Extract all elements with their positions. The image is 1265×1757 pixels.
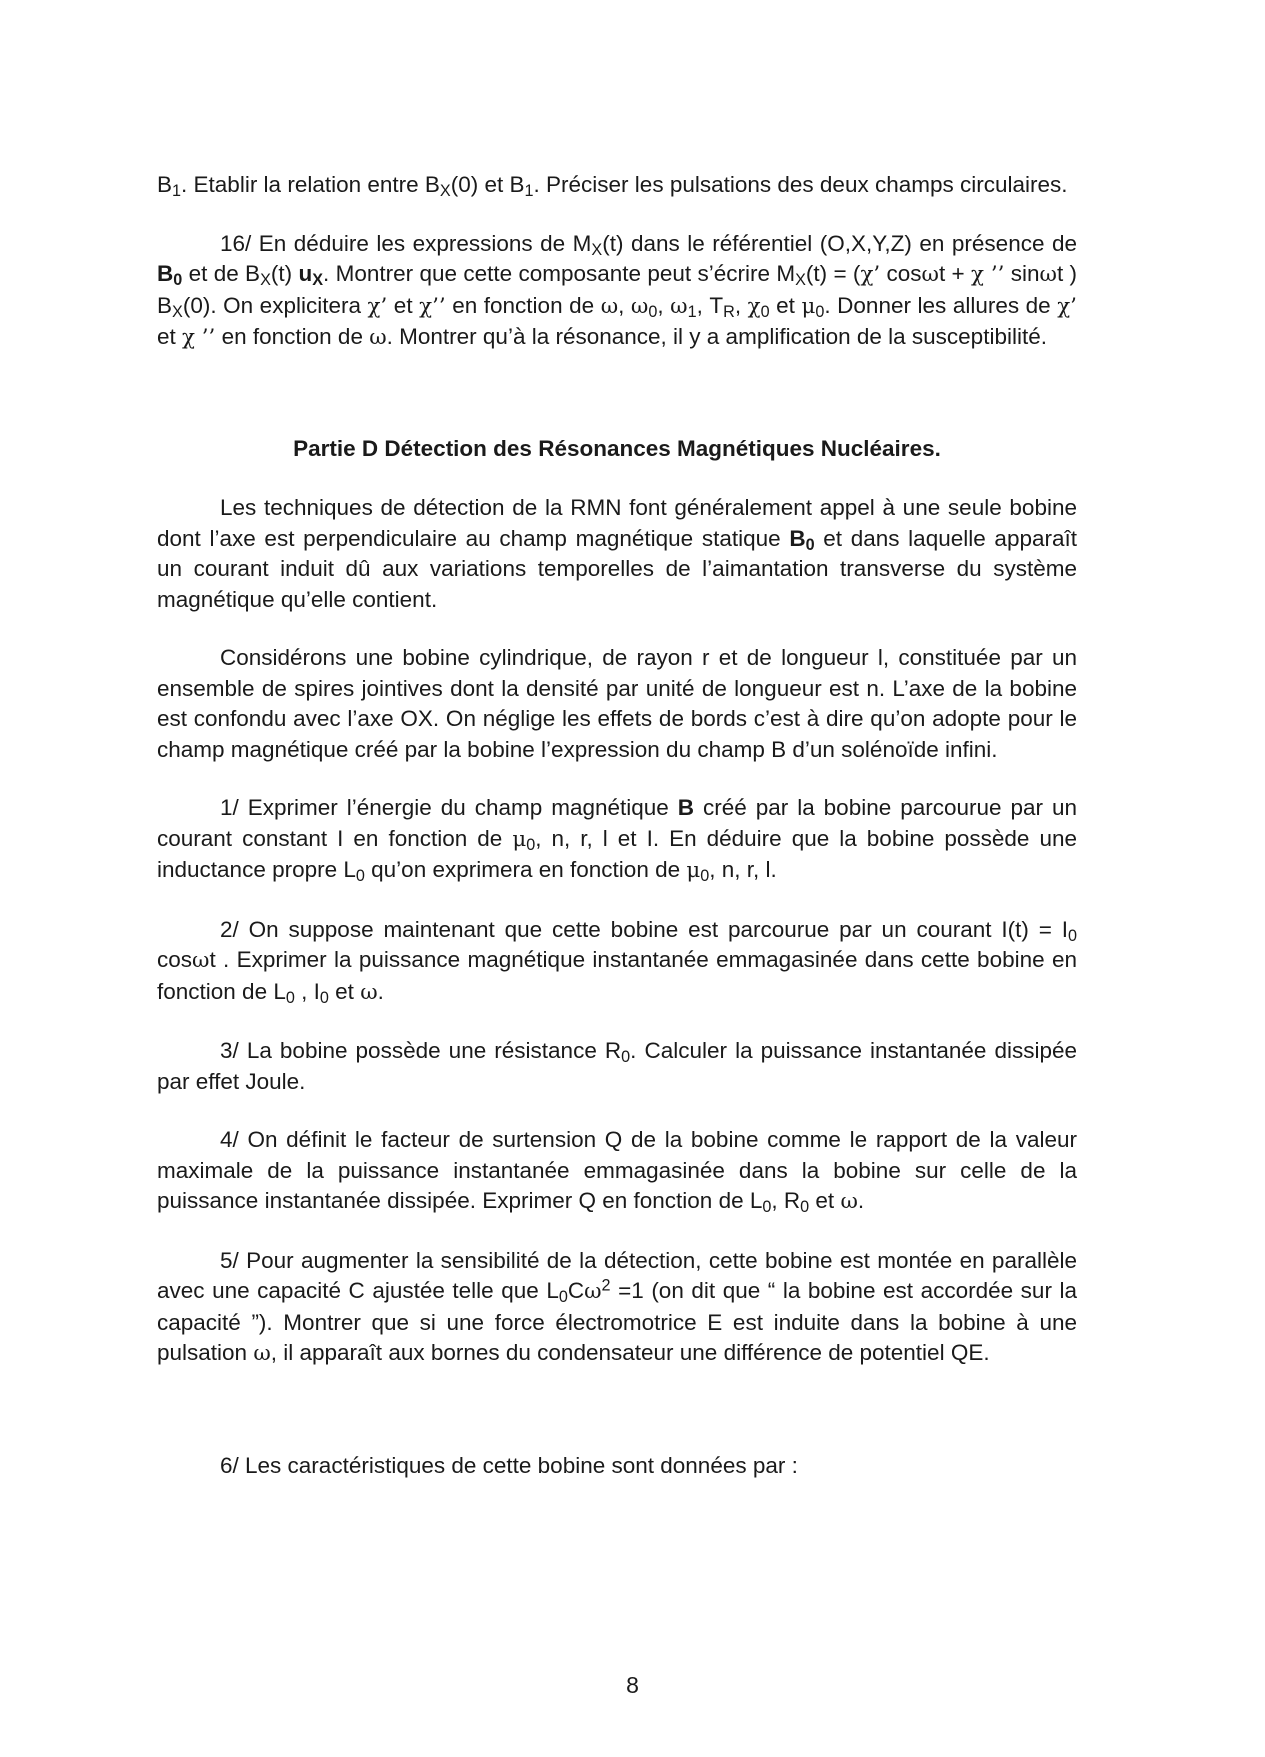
greek-symbol: μ bbox=[801, 293, 816, 319]
greek-symbol: χ’’ bbox=[419, 293, 446, 319]
text-run: . Montrer qu’à la résonance, il y a amplification de la susceptibilité. bbox=[386, 324, 1047, 349]
text-run: 16/ En déduire les expressions de M bbox=[220, 230, 592, 256]
text-run: C bbox=[567, 1278, 585, 1303]
greek-symbol: ω bbox=[630, 293, 649, 319]
subscript: 0 bbox=[805, 535, 815, 554]
intro-paragraph-2 bbox=[157, 643, 1077, 765]
intro-paragraph-1 bbox=[157, 493, 1077, 615]
greek-symbol: χ bbox=[747, 293, 761, 319]
text-run: 5/ Pour augmenter la sensibilité de la détection, cette bobine est montée en parallèle avec une capacité C ajustée telle que L bbox=[157, 1247, 1077, 1303]
bold-symbol: u bbox=[298, 261, 313, 286]
question-16 bbox=[157, 229, 1077, 354]
page-body bbox=[157, 170, 1077, 1481]
bold-symbol: B bbox=[157, 261, 174, 286]
greek-symbol: μ bbox=[512, 826, 527, 852]
text-run: créé par la bobine parcourue par un courant constant I en fonction de bbox=[157, 795, 1077, 851]
subscript: X bbox=[591, 240, 603, 259]
question-3 bbox=[157, 1036, 1077, 1097]
text-run: et dans laquelle apparaît un courant induit dû aux variations temporelles de l’aimantation transverse du système magnétique qu’elle contient. bbox=[157, 525, 1077, 612]
text-run: . Calculer la puissance instantanée dissipée par effet Joule. bbox=[157, 1038, 1077, 1094]
greek-symbol: ω bbox=[670, 293, 688, 319]
superscript: 2 bbox=[601, 1276, 611, 1295]
text-run: (t) bbox=[270, 261, 299, 286]
subscript: X bbox=[439, 182, 451, 201]
subscript: 0 bbox=[762, 1198, 772, 1217]
question-6 bbox=[157, 1451, 1077, 1482]
text-run: t . Exprimer la puissance magnétique instantanée emmagasinée dans cette bobine en fonction de L bbox=[157, 947, 1077, 1004]
subscript: 0 bbox=[700, 867, 710, 886]
greek-symbol: ω bbox=[360, 979, 378, 1005]
subscript: 1 bbox=[172, 182, 182, 201]
question-5 bbox=[157, 1246, 1077, 1370]
section-heading: Partie D Détection des Résonances Magnétiques Nucléaires. bbox=[293, 435, 941, 461]
text-run: , bbox=[734, 292, 748, 318]
text-run: . bbox=[857, 1188, 865, 1213]
text-run: et bbox=[387, 292, 420, 318]
question-2 bbox=[157, 915, 1077, 1009]
question-1 bbox=[157, 793, 1077, 887]
subscript: X bbox=[260, 271, 271, 290]
text-run: . Préciser les pulsations des deux champs circulaires. bbox=[533, 172, 1068, 197]
subscript: 0 bbox=[800, 1198, 810, 1217]
text-run: (0). On explicitera bbox=[182, 292, 368, 318]
greek-symbol: ω bbox=[1039, 262, 1057, 287]
text-run: en fonction de bbox=[215, 324, 370, 349]
text-run: et bbox=[769, 292, 802, 318]
greek-symbol: χ’ bbox=[1057, 293, 1077, 319]
text-run: , n, r, l et I. En déduire que la bobine possède une inductance propre L bbox=[157, 825, 1077, 882]
text-run: (0) et B bbox=[450, 172, 525, 197]
question-4 bbox=[157, 1125, 1077, 1218]
greek-symbol: χ’ bbox=[367, 293, 388, 319]
text-run: 1/ Exprimer l’énergie du champ magnétique bbox=[220, 795, 678, 820]
text-run: Considérons une bobine cylindrique, de rayon r et de longueur l, constituée par un ensemble de spires jointives dont la densité par unité de longueur est n. L’axe de la bobine est confondu avec l’axe OX. On néglige les effets de bords c’est à dire qu’on adopte pour le champ magnétique créé par la bobine l’expression du champ B d’un solénoïde infini. bbox=[157, 645, 1077, 762]
text-run: . bbox=[377, 978, 384, 1004]
text-run: et de B bbox=[182, 261, 261, 286]
subscript: 0 bbox=[648, 302, 658, 321]
subscript: 1 bbox=[524, 182, 534, 201]
bold-symbol: B bbox=[677, 795, 695, 820]
page-number: 8 bbox=[626, 1672, 639, 1698]
text-run: , n, r, l. bbox=[709, 857, 777, 882]
subscript: X bbox=[795, 271, 806, 290]
greek-symbol: ω bbox=[921, 262, 939, 287]
text-run: , T bbox=[696, 292, 724, 318]
text-run: 4/ On définit le facteur de surtension Q de la bobine comme le rapport de la valeur maximale de la puissance instantanée emmagasinée dans la bobine sur celle de la puissance instantanée dissipée. Exprimer Q en fonction de L bbox=[157, 1127, 1077, 1213]
text-run: sin bbox=[1004, 261, 1040, 286]
subscript: R bbox=[723, 302, 735, 321]
text-run: B bbox=[157, 172, 173, 197]
greek-symbol: ω bbox=[840, 1189, 858, 1214]
text-run: Les techniques de détection de la RMN font généralement appel à une seule bobine dont l’axe est perpendiculaire au champ magnétique statique bbox=[157, 495, 1077, 551]
text-run: , R bbox=[771, 1188, 801, 1213]
greek-symbol: χ’ bbox=[860, 262, 881, 287]
subscript: 0 bbox=[1067, 926, 1077, 945]
text-run: , il apparaît aux bornes du condensateur une différence de potentiel QE. bbox=[270, 1340, 990, 1365]
subscript: 1 bbox=[687, 302, 697, 321]
greek-symbol: ω bbox=[253, 1341, 271, 1366]
text-run: cos bbox=[880, 261, 922, 286]
subscript: 0 bbox=[355, 867, 365, 886]
text-run: . Etablir la relation entre B bbox=[181, 172, 440, 197]
greek-symbol: μ bbox=[686, 858, 701, 883]
text-run: , bbox=[657, 292, 671, 318]
text-run: . Montrer que cette composante peut s’écrire M bbox=[323, 261, 796, 286]
text-run: et bbox=[328, 978, 361, 1004]
text-run: (t) dans le référentiel (O,X,Y,Z) en présence de bbox=[602, 230, 1077, 256]
subscript: 0 bbox=[621, 1048, 631, 1067]
text-run: =1 (on dit que “ la bobine est accordée sur la capacité ”). Montrer que si une force électromotrice E est induite dans la bobine à une pulsation bbox=[157, 1278, 1078, 1365]
subscript: 0 bbox=[285, 988, 295, 1007]
text-run: cos bbox=[157, 947, 193, 972]
subscript: 0 bbox=[815, 302, 825, 321]
subscript: 0 bbox=[173, 271, 183, 290]
greek-symbol: ω bbox=[192, 948, 210, 973]
text-run: qu’on exprimera en fonction de bbox=[364, 857, 687, 882]
text-run: et bbox=[157, 324, 183, 349]
subscript: 0 bbox=[319, 988, 329, 1007]
paragraph-b1-relation bbox=[157, 170, 1077, 201]
subscript: X bbox=[172, 302, 183, 321]
text-run: , I bbox=[294, 978, 320, 1004]
text-run: en fonction de bbox=[445, 292, 601, 318]
subscript: 0 bbox=[526, 835, 536, 854]
text-run: et bbox=[809, 1188, 841, 1213]
greek-symbol: χ ’’ bbox=[971, 262, 1005, 287]
text-run: 2/ On suppose maintenant que cette bobine est parcourue par un courant I(t) = I bbox=[220, 916, 1068, 942]
text-run: t ) B bbox=[157, 261, 1078, 318]
text-run: (t) = ( bbox=[805, 261, 861, 286]
greek-symbol: ω bbox=[584, 1279, 602, 1304]
text-run: 6/ Les caractéristiques de cette bobine sont données par : bbox=[220, 1452, 798, 1478]
greek-symbol: ω bbox=[369, 325, 387, 350]
text-run: . Donner les allures de bbox=[824, 292, 1058, 318]
subscript: 0 bbox=[558, 1288, 568, 1307]
subscript: X bbox=[312, 271, 324, 290]
text-run: , bbox=[618, 292, 631, 318]
text-run: 3/ La bobine possède une résistance R bbox=[220, 1038, 622, 1063]
greek-symbol: χ ’’ bbox=[182, 325, 216, 350]
greek-symbol: ω bbox=[600, 293, 619, 319]
subscript: 0 bbox=[760, 302, 770, 321]
text-run: t + bbox=[938, 261, 972, 286]
bold-symbol: B bbox=[789, 525, 806, 551]
